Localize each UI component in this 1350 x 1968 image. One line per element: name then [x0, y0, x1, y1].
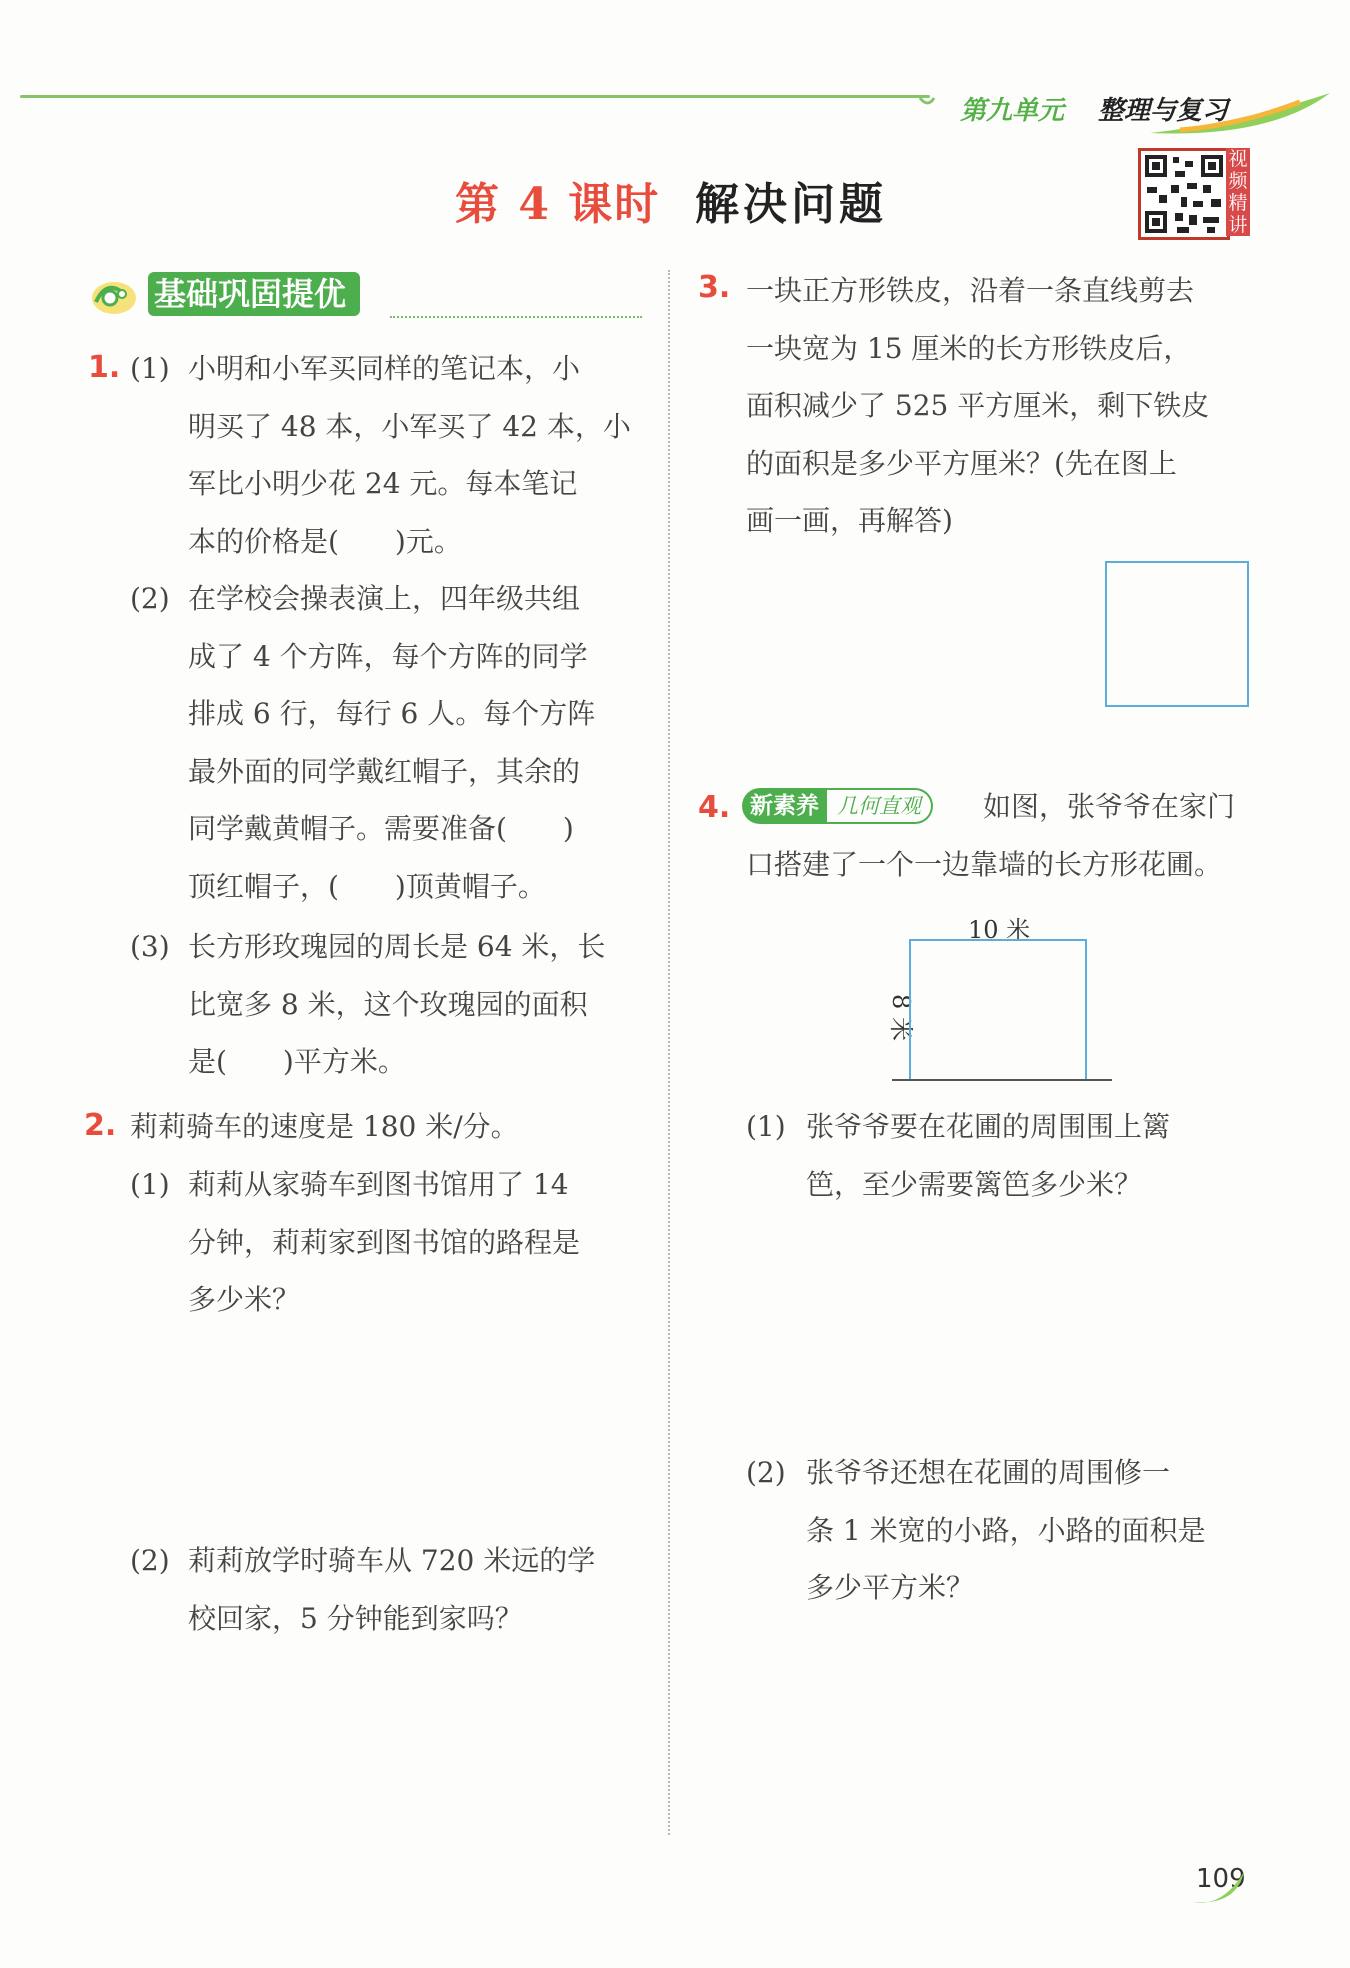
question-number: 4. [698, 790, 731, 825]
page-number-swoosh-icon [1190, 1868, 1250, 1908]
question-number: 3. [698, 270, 731, 305]
q1-part3-text: 长方形玫瑰园的周长是 64 米，长 比宽多 8 米，这个玫瑰园的面积 是( )平方米。 [188, 930, 606, 1078]
q1-part3-tag: (3) [130, 930, 170, 963]
q1-part1-tag: (1) [130, 352, 170, 385]
qr-code-icon[interactable] [1138, 148, 1230, 240]
q2-part1-text: 莉莉从家骑车到图书馆用了 14 分钟，莉莉家到图书馆的路程是 多少米？ [188, 1168, 581, 1316]
qr-label: 视频精讲 [1226, 148, 1250, 236]
q1-part2-tag: (2) [130, 582, 170, 615]
figure-width-label: 10 米 [968, 916, 1031, 944]
q1-part1-text: 小明和小军买同样的笔记本，小 明买了 48 本，小军买了 42 本，小 军比小明少花 24 元。每本笔记 本的价格是( )元。 [188, 352, 631, 558]
flower-bed-figure [890, 930, 1120, 1090]
section-title: 基础巩固提优 [148, 272, 360, 316]
unit-label: 第九单元 [960, 96, 1065, 126]
badge-new-literacy: 新素养 [742, 788, 827, 824]
q4-text-line2: 口搭建了一个一边靠墙的长方形花圃。 [746, 848, 1223, 881]
q4-part2-tag: (2) [746, 1456, 786, 1489]
q2-part1-tag: (1) [130, 1168, 170, 1201]
q3-text: 一块正方形铁皮，沿着一条直线剪去 一块宽为 15 厘米的长方形铁皮后， 面积减少了 525 平方厘米，剩下铁皮 的面积是多少平方厘米？(先在图上 画一画，再解答) [746, 274, 1210, 537]
page-title: 解决问题 [695, 179, 887, 230]
figure-height-label: 8 米 [886, 994, 915, 1041]
square-sheet-figure[interactable] [1104, 560, 1252, 710]
q4-part1-text: 张爷爷要在花圃的周围围上篱 笆，至少需要篱笆多少米？ [806, 1110, 1171, 1201]
literacy-badge [742, 788, 933, 824]
column-divider [668, 270, 670, 1835]
q2-part2-tag: (2) [130, 1544, 170, 1577]
page-number: 109 [1196, 1864, 1246, 1894]
unit-title: 整理与复习 [1098, 96, 1229, 126]
lesson-title: 第 4 课时 [455, 179, 661, 230]
q4-text-line1: 如图，张爷爷在家门 [983, 790, 1236, 823]
question-number: 2. [84, 1108, 117, 1143]
q2-intro: 莉莉骑车的速度是 180 米/分。 [130, 1110, 519, 1143]
q2-part2-text: 莉莉放学时骑车从 720 米远的学 校回家，5 分钟能到家吗？ [188, 1544, 596, 1635]
q4-part2-text: 张爷爷还想在花圃的周围修一 条 1 米宽的小路，小路的面积是 多少平方米？ [806, 1456, 1206, 1604]
question-number: 1. [88, 350, 121, 385]
header-rule [20, 95, 930, 98]
q4-part1-tag: (1) [746, 1110, 786, 1143]
badge-geometry-intuition: 几何直观 [827, 788, 933, 824]
q1-part2-text: 在学校会操表演上，四年级共组 成了 4 个方阵，每个方阵的同学 排成 6 行，每行 6 人。每个方阵 最外面的同学戴红帽子，其余的 同学戴黄帽子。需要准备( ) 顶红帽子，( )顶黄帽子。 [188, 582, 596, 903]
section-dotted-rule [390, 316, 642, 318]
seedling-gear-icon [88, 272, 140, 316]
